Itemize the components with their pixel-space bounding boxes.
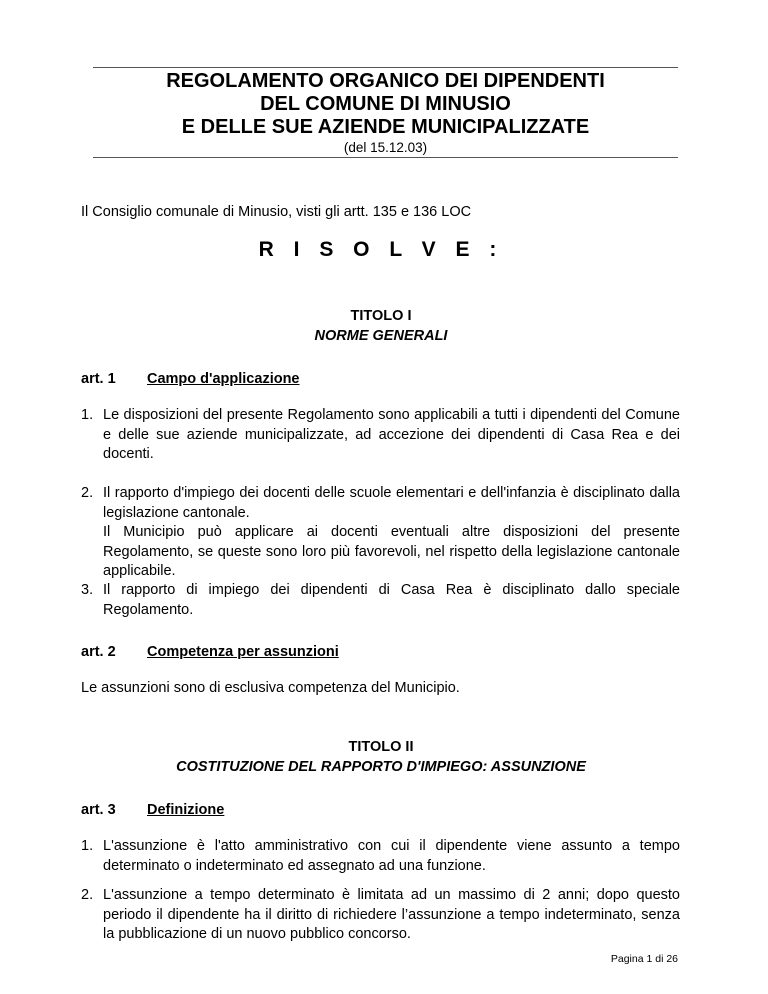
art-2-text: Le assunzioni sono di esclusiva competenza del Municipio. [81,680,460,696]
titolo-1-label: TITOLO I [350,308,412,324]
titolo-1 [81,306,681,346]
document-title-line3: E DELLE SUE AZIENDE MUNICIPALIZZATE [181,116,590,138]
titolo-1-subtitle: NORME GENERALI [314,328,448,344]
art-1-name: Campo d'applicazione [147,371,300,387]
art-1-item-2 [81,484,680,582]
titolo-2 [81,737,681,777]
art-2-number: art. 2 [81,644,116,660]
art-3-name: Definizione [147,802,225,818]
risolve-heading: R I S O L V E : [258,238,504,261]
header-bottom-rule [93,157,678,158]
art-2-heading [81,644,339,660]
item-text: Il rapporto d'impiego dei docenti delle scuole elementari e dell'infanzia è disciplinato dalla legislazione cantonale. [103,485,680,521]
header-top-rule [93,67,678,68]
art-1-number: art. 1 [81,371,116,387]
art-3-item-1 [81,837,680,876]
art-1-heading [81,371,300,387]
titolo-2-subtitle: COSTITUZIONE DEL RAPPORTO D'IMPIEGO: ASSUNZIONE [176,759,586,775]
intro-text: Il Consiglio comunale di Minusio, visti gli artt. 135 e 136 LOC [81,204,472,220]
titolo-2-label: TITOLO II [348,739,414,755]
item-number: 1. [81,838,94,854]
item-text: Il rapporto di impiego dei dipendenti di Casa Rea è disciplinato dallo speciale Regolamento. [103,582,680,618]
art-3-item-2 [81,886,680,945]
art-3-number: art. 3 [81,802,116,818]
document-date: (del 15.12.03) [343,140,428,155]
document-title-line2: DEL COMUNE DI MINUSIO [260,93,511,115]
item-number: 2. [81,485,94,501]
art-3-heading [81,802,224,818]
art-1-item-3 [81,581,680,620]
item-number: 3. [81,582,94,598]
item-text: L'assunzione a tempo determinato è limitata ad un massimo di 2 anni; dopo questo periodo il dipendente ha il diritto di richiedere l’assunzione a tempo indeterminato, senza la pubblicazione di un nuovo pubblico concorso. [103,887,680,942]
item-text-continued: Il Municipio può applicare ai docenti eventuali altre disposizioni del presente Regolamento, se queste sono loro più favorevoli, nel rispetto della legislazione cantonale applicabile. [103,524,680,579]
item-number: 2. [81,887,94,903]
item-number: 1. [81,407,94,423]
art-2-name: Competenza per assunzioni [147,644,339,660]
item-text: Le disposizioni del presente Regolamento sono applicabili a tutti i dipendenti del Comune e delle sue aziende municipalizzate, ad accezione dei dipendenti di Casa Rea e dei docenti. [103,407,680,462]
art-1-item-1 [81,406,680,465]
page-number: Pagina 1 di 26 [610,953,678,965]
item-text: L'assunzione è l'atto amministrativo con cui il dipendente viene assunto a tempo determinato o indeterminato ed assegnato ad una funzione. [103,838,680,874]
document-title-line1: REGOLAMENTO ORGANICO DEI DIPENDENTI [166,70,605,92]
